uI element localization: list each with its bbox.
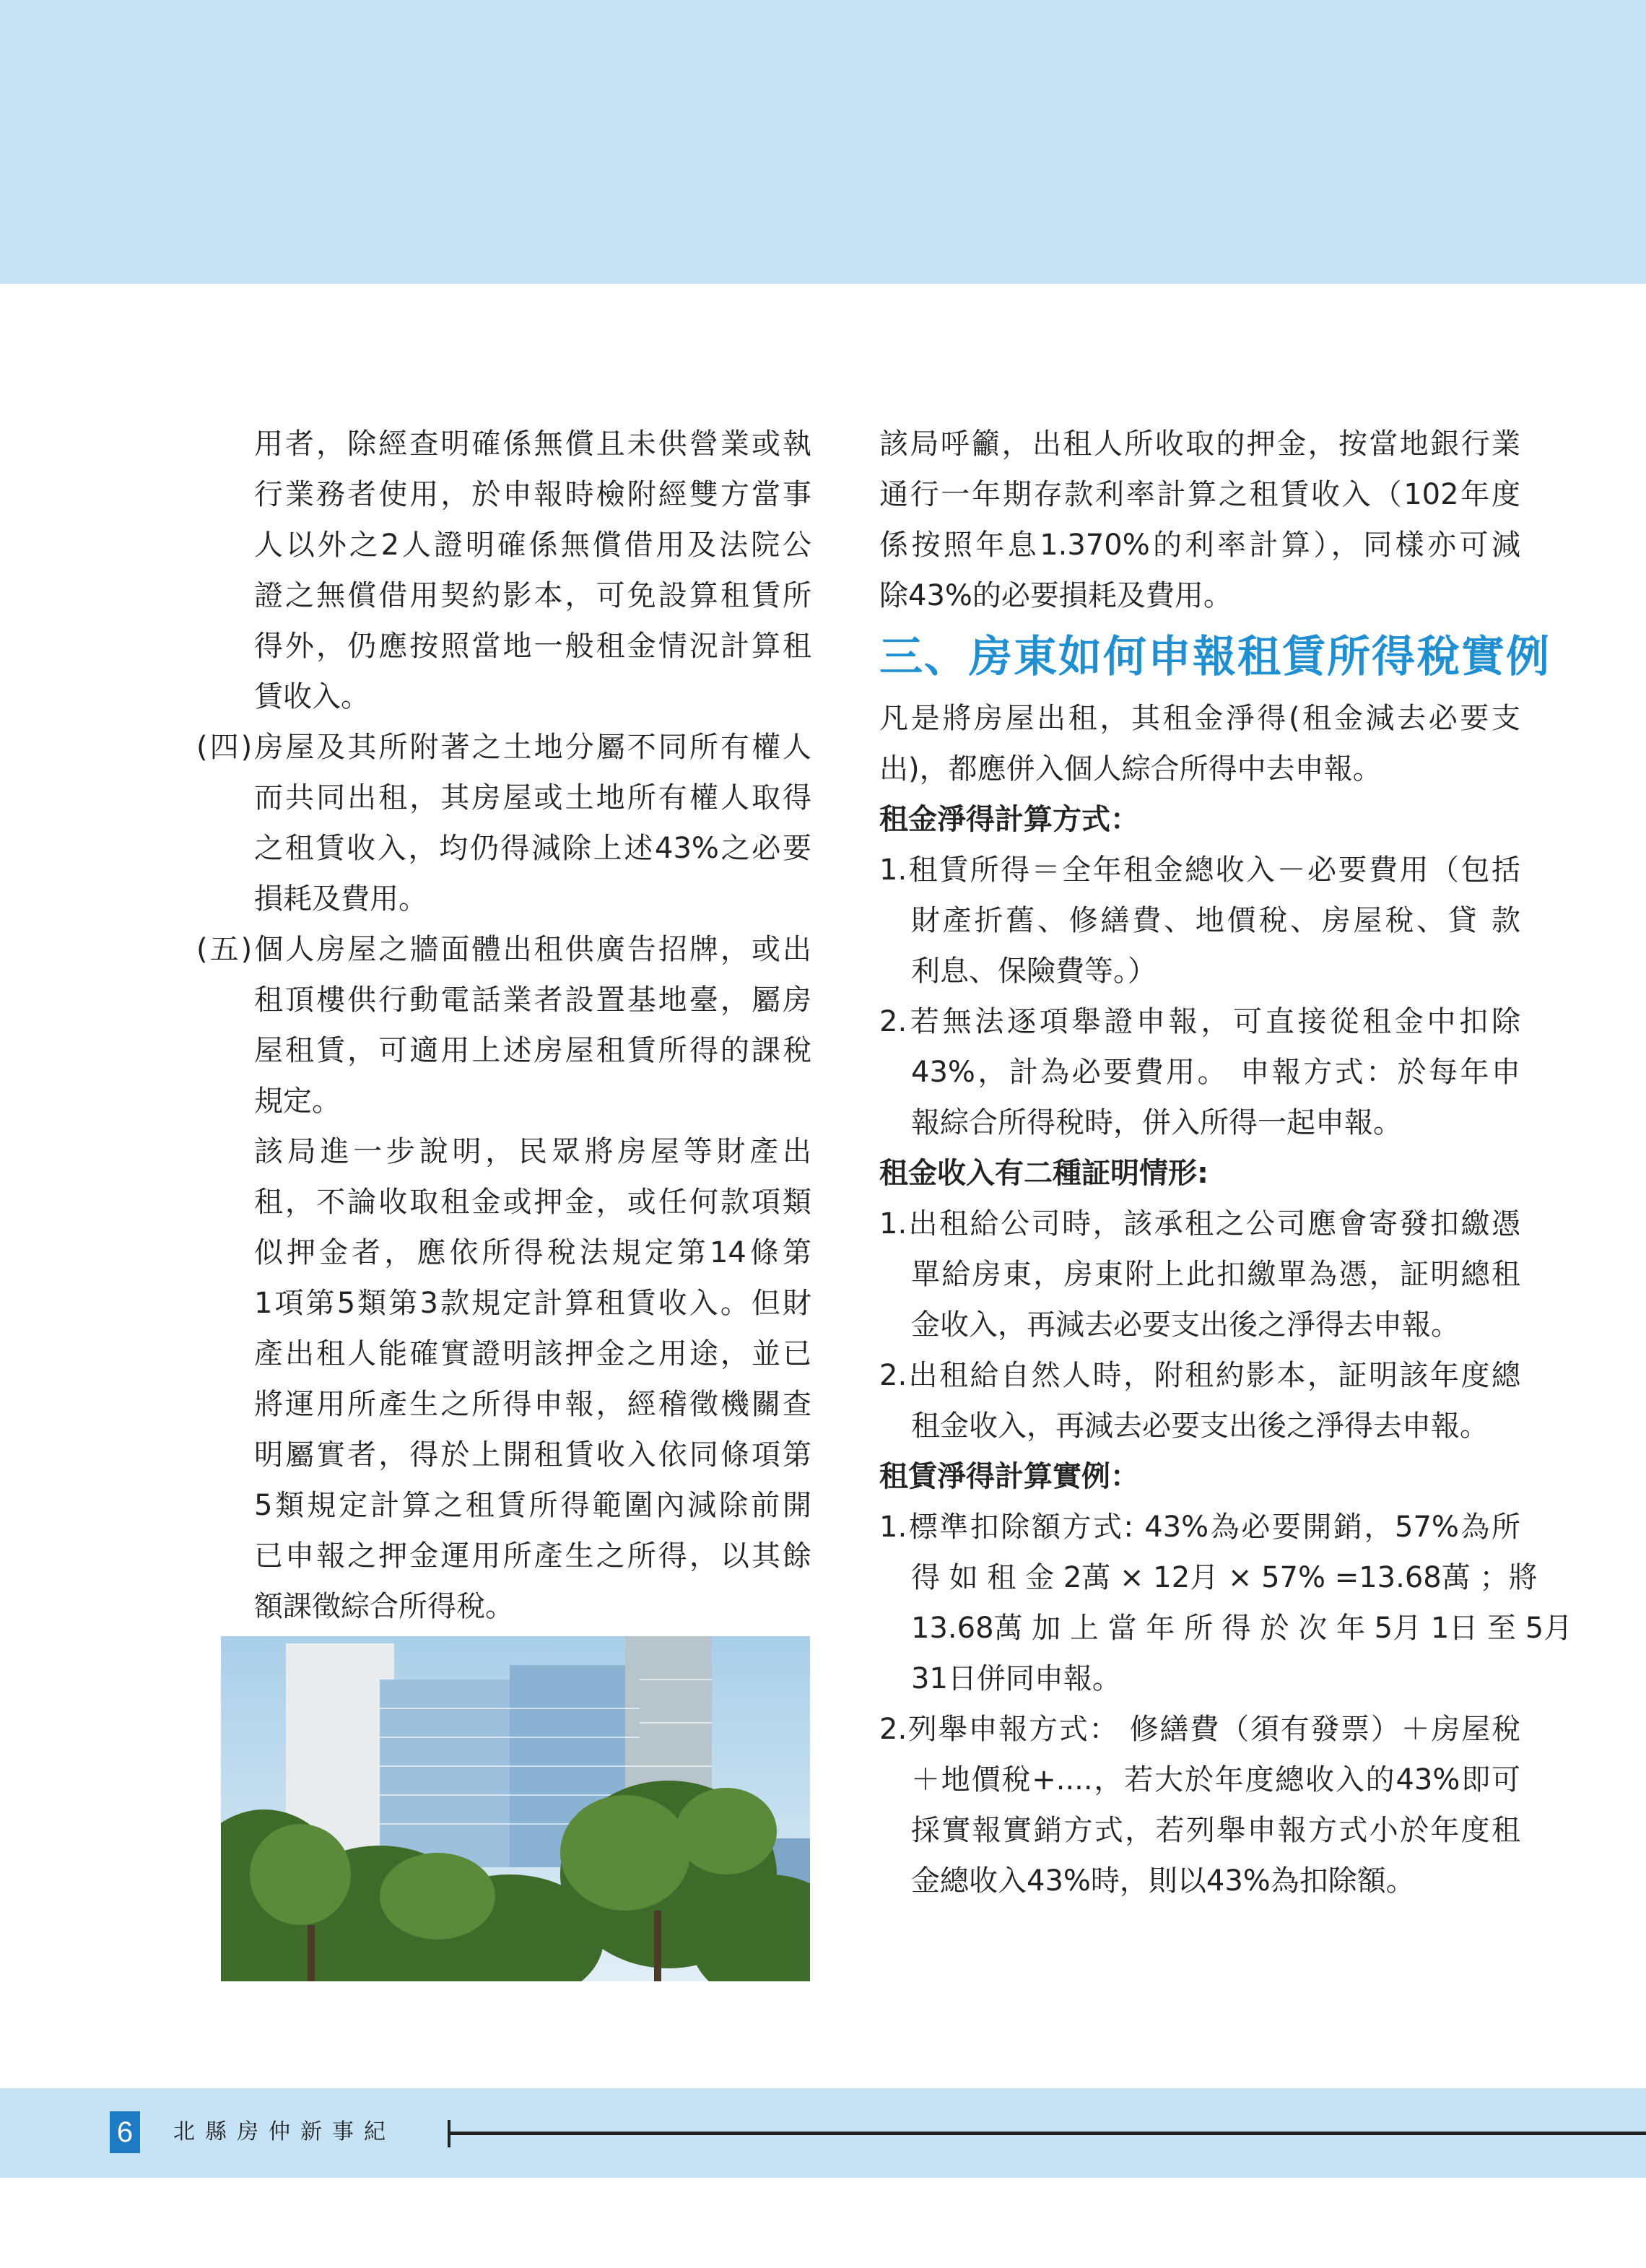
intro-paragraph [879, 419, 1520, 621]
publication-title: 北縣房仲新事紀 [173, 2119, 396, 2145]
text-line: 43%，計為必要費用。 申報方式：於每年申 [911, 1056, 1520, 1089]
text-line: 1.出租給公司時，該承租之公司應會寄發扣繳憑 [879, 1207, 1520, 1241]
text-line: 該局進一步說明，民眾將房屋等財產出 [254, 1135, 811, 1168]
text-line: 賃收入。 [254, 680, 370, 713]
paragraph-explanation [196, 1126, 811, 1632]
text-line: 已申報之押金運用所產生之所得，以其餘 [254, 1539, 811, 1573]
text-line: 用者，除經查明確係無償且未供營業或執 [254, 427, 811, 461]
text-line: 2.若無法逐項舉證申報，可直接從租金中扣除 [879, 1005, 1520, 1038]
text-line: 2.列舉申報方式： 修繕費（須有發票）＋房屋稅 [879, 1713, 1520, 1746]
paragraph-continued [196, 419, 811, 722]
text-line: 金收入，再減去必要支出後之淨得去申報。 [911, 1308, 1460, 1342]
text-line: 似押金者，應依所得稅法規定第14條第 [254, 1236, 811, 1269]
text-line: 通行一年期存款利率計算之租賃收入（102年度 [879, 478, 1520, 511]
subheading-calc-method: 租金淨得計算方式： [879, 803, 1139, 836]
list-example [879, 1502, 1573, 1906]
text-line: 1.標準扣除額方式: 43%為必要開銷，57%為所 [879, 1511, 1520, 1544]
text-line: 31日併同申報。 [911, 1662, 1121, 1695]
text-line: (五)個人房屋之牆面體出租供廣告招牌，或出 [196, 933, 811, 966]
text-line: 除43%的必要損耗及費用。 [879, 579, 1232, 612]
text-line: 證之無償借用契約影本，可免設算租賃所 [254, 579, 811, 612]
text-line: 而共同出租，其房屋或土地所有權人取得 [254, 781, 811, 814]
subheading-proof: 租金收入有二種証明情形: [879, 1157, 1209, 1190]
text-line: 財產折舊、修繕費、地價稅、房屋稅、貸 款 [911, 904, 1520, 937]
text-line: 租金收入，再減去必要支出後之淨得去申報。 [911, 1409, 1489, 1443]
text-line: 13.68萬 加 上 當 年 所 得 於 次 年 5月 1日 至 5月 [911, 1612, 1573, 1645]
text-line: 損耗及費用。 [254, 882, 427, 916]
list-calc-method [879, 845, 1520, 1148]
text-line: 得外，仍應按照當地一般租金情況計算租 [254, 630, 811, 663]
text-line: 屋租賃，可適用上述房屋租賃所得的課稅 [254, 1034, 811, 1067]
text-line: 1.租賃所得＝全年租金總收入－必要費用（包括 [879, 853, 1520, 887]
text-line: 規定。 [254, 1085, 341, 1118]
left-column [196, 419, 811, 1632]
list-item-5 [196, 924, 811, 1126]
building-photo [221, 1636, 810, 1981]
text-line: 1項第5類第3款規定計算租賃收入。但財 [254, 1287, 811, 1320]
text-line: 該局呼籲，出租人所收取的押金，按當地銀行業 [879, 427, 1520, 461]
text-line: 人以外之2人證明確係無償借用及法院公 [254, 529, 811, 562]
text-line: 之租賃收入，均仍得減除上述43%之必要 [254, 832, 811, 865]
text-line: 2.出租給自然人時，附租約影本，証明該年度總 [879, 1359, 1520, 1392]
text-line: 金總收入43%時，則以43%為扣除額。 [911, 1864, 1415, 1898]
text-line: 租，不論收取租金或押金，或任何款項類 [254, 1186, 811, 1219]
list-proof [879, 1199, 1520, 1451]
list-item-4 [196, 722, 811, 924]
text-line: 凡是將房屋出租，其租金淨得(租金減去必要支 [879, 702, 1520, 735]
text-line: 產出租人能確實證明該押金之用途，並已 [254, 1337, 811, 1370]
text-line: 出)，都應併入個人綜合所得中去申報。 [879, 752, 1382, 786]
right-column [879, 419, 1573, 1906]
text-line: 報綜合所得稅時，併入所得一起申報。 [911, 1106, 1402, 1139]
text-line: 採實報實銷方式，若列舉申報方式小於年度租 [911, 1814, 1520, 1847]
footer-rule [448, 2132, 1646, 2135]
top-color-band [0, 0, 1646, 284]
section-heading: 三、房東如何申報租賃所得稅實例 [879, 632, 1551, 682]
text-line: (四)房屋及其所附著之土地分屬不同所有權人 [196, 731, 811, 764]
text-line: 得 如 租 金 2萬 × 12月 × 57% =13.68萬 ；將 [911, 1561, 1538, 1594]
page-number: 6 [110, 2111, 140, 2153]
text-line: 單給房東，房東附上此扣繳單為憑，証明總租 [911, 1258, 1520, 1291]
text-line: 將運用所產生之所得申報，經稽徵機關查 [254, 1388, 811, 1421]
text-line: 利息、保險費等。） [911, 955, 1157, 988]
text-line: 5類規定計算之租賃所得範圍內減除前開 [254, 1489, 811, 1522]
text-line: 係按照年息1.370%的利率計算），同樣亦可減 [879, 529, 1520, 562]
text-line: 行業務者使用，於申報時檢附經雙方當事 [254, 478, 811, 511]
section-paragraph [879, 693, 1520, 794]
text-line: ＋地價稅+....，若大於年度總收入的43%即可 [911, 1763, 1520, 1796]
text-line: 額課徵綜合所得稅。 [254, 1590, 514, 1623]
text-line: 明屬實者，得於上開租賃收入依同條項第 [254, 1438, 811, 1472]
text-line: 租頂樓供行動電話業者設置基地臺，屬房 [254, 983, 811, 1017]
subheading-example: 租賃淨得計算實例： [879, 1460, 1139, 1493]
